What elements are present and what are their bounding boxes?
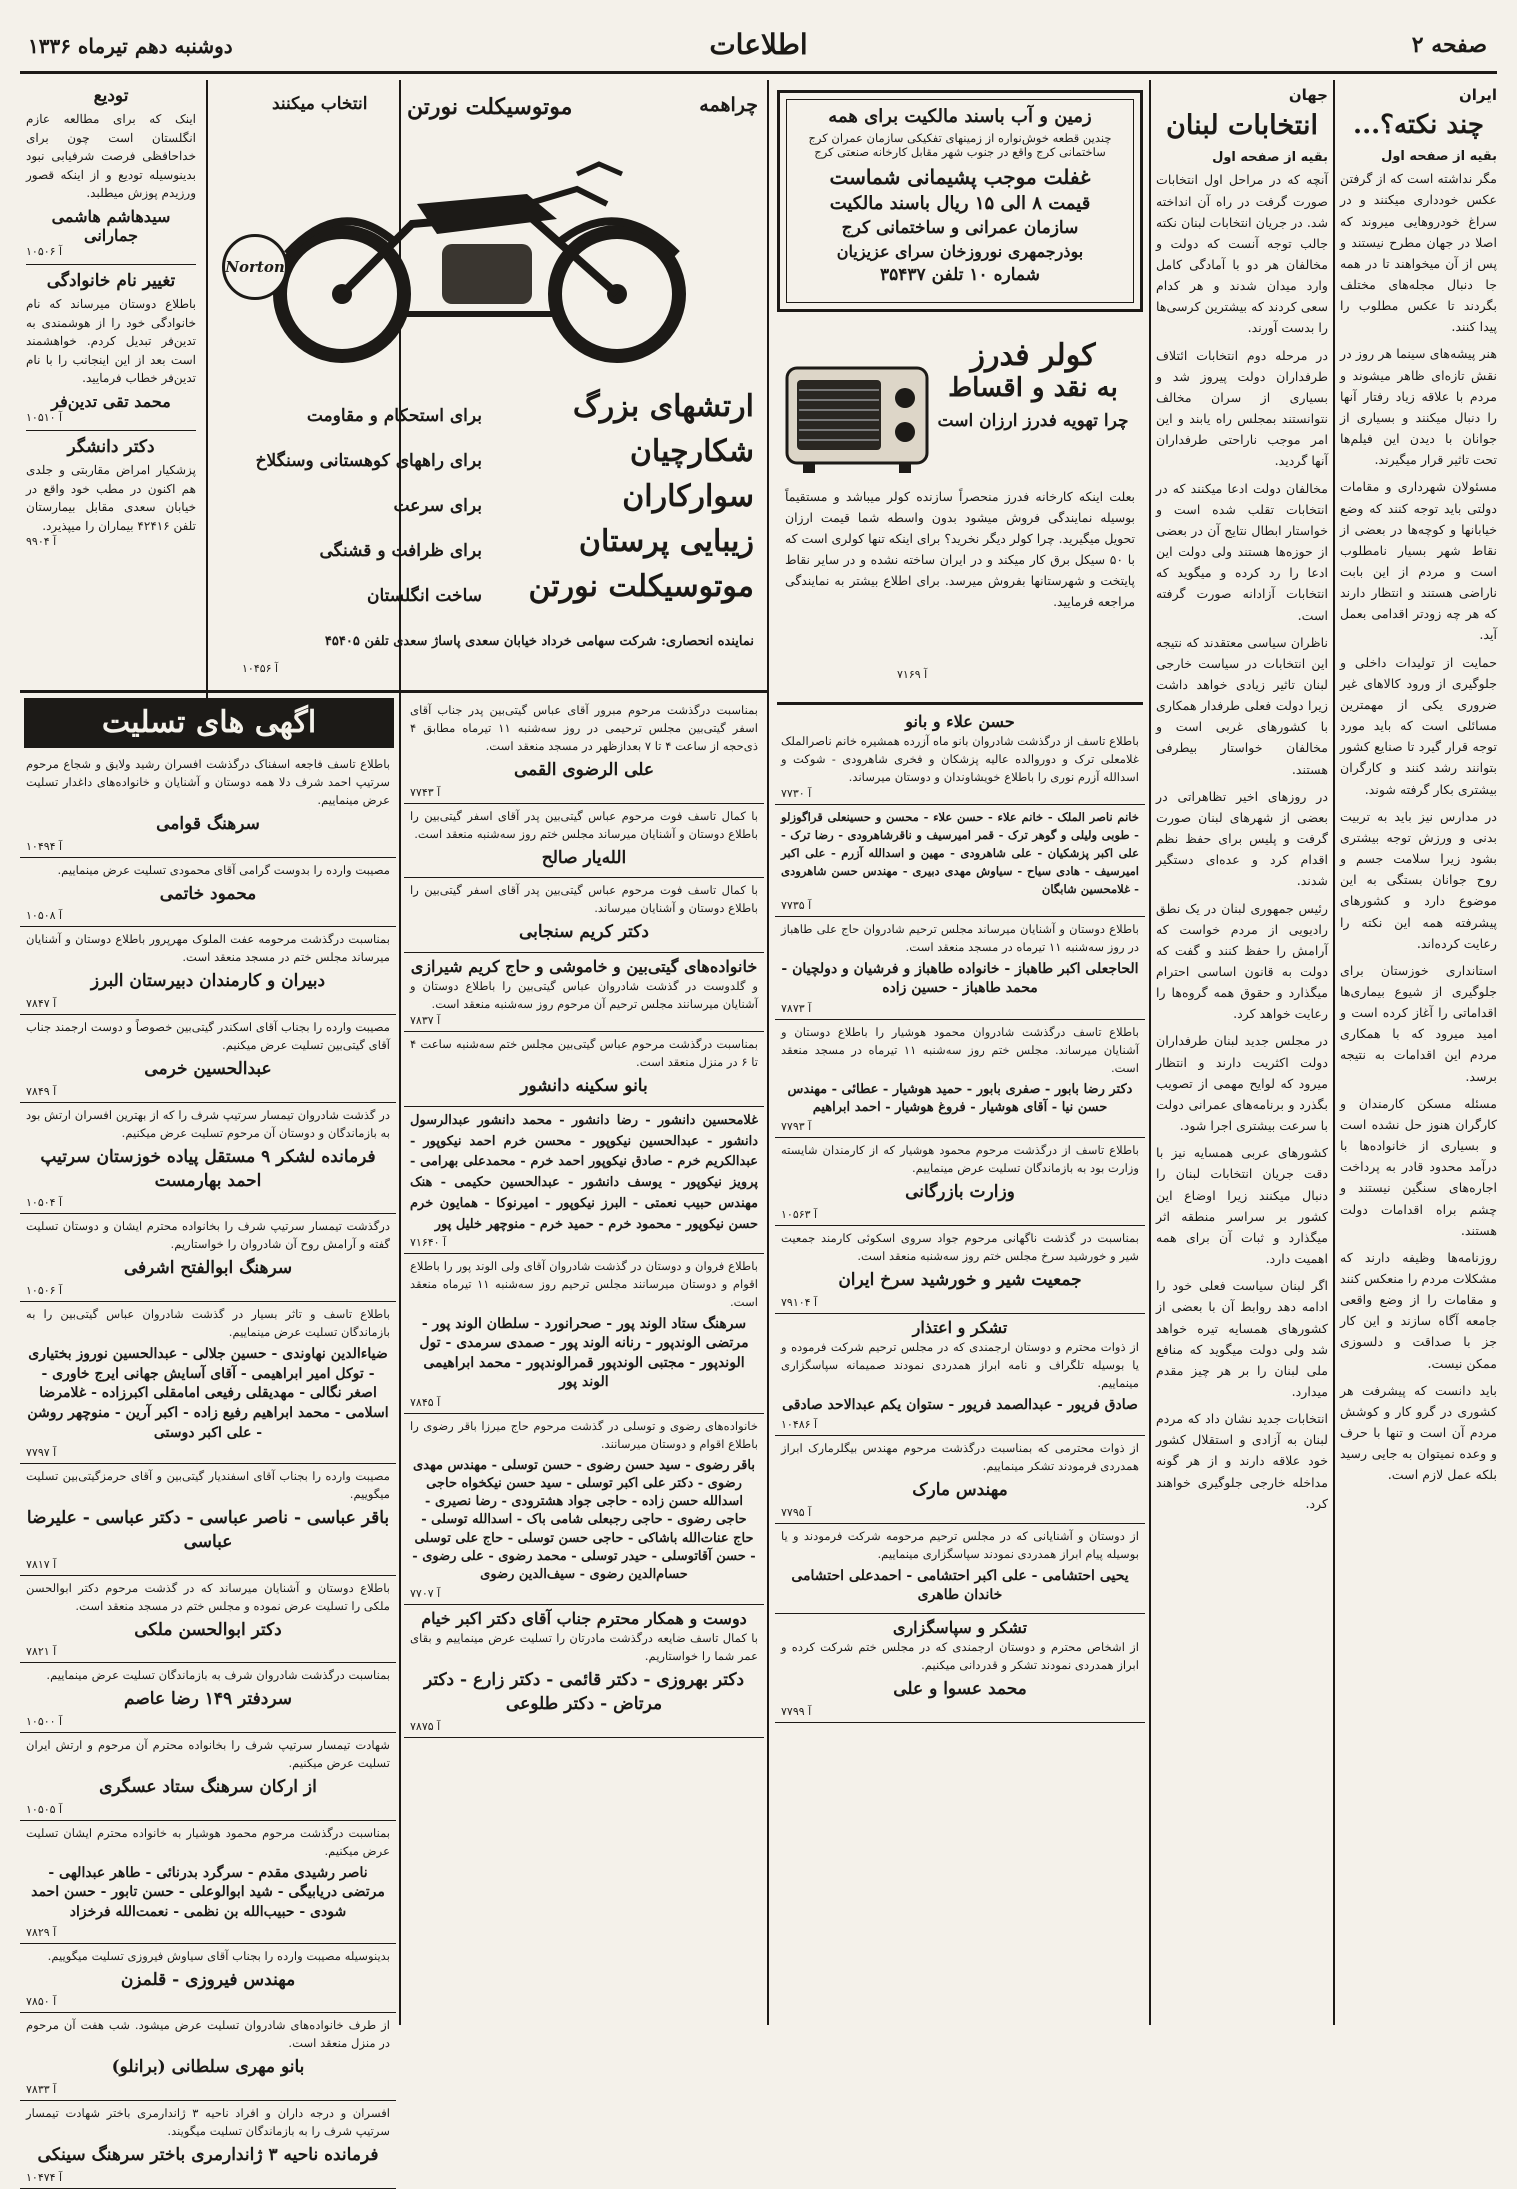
- notice-title: تشکر و اعتذار: [912, 1317, 1008, 1337]
- condolence-notice: [775, 1314, 1145, 1437]
- condolence-notice: [404, 804, 764, 879]
- small-notices: [20, 84, 202, 684]
- notice-title: دوست و همکار محترم جناب آقای دکتر اکبر خیام: [421, 1609, 747, 1629]
- notice-text: باطلاع تاسف فاجعه اسفناک درگذشت افسران رشید ولایق و شجاع مرحوم سرتیپ احمد شرف دلا همه دوستان و آشنایان و خانواده‌های داغدار تسلیت عرض مینماییم.: [26, 757, 390, 807]
- cooler-ad: [777, 318, 1143, 696]
- notice-ref: آ ۱۰۴۹۴: [26, 839, 63, 853]
- notice-text: باطلاع تاسف و تاثر بسیار در گذشت شادروان عباس گیتی‌بین را به بازماندگان تسلیت عرض مینماییم.: [26, 1307, 390, 1340]
- notice-signature: محمود خاتمی: [159, 883, 257, 904]
- notice-ref: آ ۱۰۵۰۵: [26, 1802, 63, 1816]
- ad-line: برای راههای کوهستانی وسنگلاخ: [255, 451, 482, 472]
- notice-text: بمناسبت درگذشت مرحوم محمود هوشیار به خانواده محترم ایشان تسلیت عرض میکنیم.: [26, 1825, 390, 1858]
- notice-text: بدینوسیله مصیبت وارده را بجناب آقای سیاوش فیروزی تسلیت میگوییم.: [47, 1948, 390, 1963]
- notice-title: تودیع: [93, 86, 129, 106]
- condolence-notice: [20, 1576, 396, 1664]
- norton-logo: Norton: [222, 234, 288, 300]
- condolences-header: اگهی های تسلیت: [24, 698, 394, 748]
- ad-label: چراهمه: [699, 94, 758, 116]
- paragraph: در مرحله دوم انتخابات ائتلاف طرفداران دولت پیروز شد و بسیاری از سران مخالف نتوانستند بمجلس راه یابند و این امر موجب ناراحتی طرفداران آنها گردید.: [1156, 347, 1328, 469]
- world-column: [1156, 82, 1328, 2027]
- ad-line: زیبایی پرستان: [578, 524, 754, 559]
- ad-title: به نقد و اقساط: [948, 373, 1118, 403]
- notice-text: مصیبت وارده را بدوست گرامی آقای محمودی تسلیت عرض مینماییم.: [57, 862, 390, 877]
- notice-ref: آ ۷۷۰۷: [410, 1587, 441, 1601]
- notice-signature: دکتر کریم سنجابی: [519, 922, 649, 943]
- condolence-notice: [404, 698, 764, 804]
- section-rule: [777, 702, 1143, 705]
- notice-signature: صادق فریور - عبدالصمد فریور - ستوان یکم عبدالاحد صادقی: [782, 1396, 1138, 1413]
- notice-ref: آ ۱۰۵۰۶: [26, 1284, 63, 1298]
- ad-line: شماره ۱۰ تلفن ۳۵۴۳۷: [880, 265, 1040, 285]
- notice-signature: دبیران و کارمندان دبیرستان البرز: [90, 971, 326, 992]
- paragraph: کشورهای عربی همسایه نیز با دقت جریان انتخابات لبنان را دنبال میکنند زیرا اوضاع این کشور بر سراسر منطقه اثر میگذارد و ثبات آن برای همه اهمیت دارد.: [1156, 1145, 1328, 1267]
- notice-signature: سردفتر ۱۴۹ رضا عاصم: [124, 1689, 292, 1710]
- notice-title: دکتر دانشگر: [67, 436, 155, 457]
- notice-text: و گلدوست در گذشت شادروان عباس گیتی‌بین را باطلاع دوستان و آشنایان میرسانند مجلس ترحیم آن مرحوم روز سه‌شنبه منعقد است.: [410, 979, 758, 1012]
- condolence-notice: [404, 1032, 764, 1107]
- notice-text: غلامحسین دانشور - رضا دانشور - محمد دانشور عبدالرسول دانشور - عبدالحسین نیکوپور - محسن خرم احمد نیکوپور - عبدالکریم خرم - صادق نیکوپور احمد خرم - محمدعلی بهرامی - پرویز نیکوپور - یوسف دانشور - عبدالحسین حکیمی - هنک مهندس حبیب نعمتی - البرز نیکوپور - امیرنوکا - همایون خرم حسن نیکوپور - محمود خرم - حمید خرم - منوچهر خلیل پور: [410, 1112, 758, 1232]
- condolence-notice: [20, 1302, 396, 1464]
- condolence-notice: [775, 805, 1145, 917]
- ad-line: برای سرعت: [393, 496, 482, 517]
- notice-title: تغییر نام خانوادگی: [46, 270, 176, 291]
- paragraph: در روزهای اخیر تظاهراتی در بعضی از شهرهای لبنان صورت گرفت و پلیس برای حفظ نظم اقدام کرد و عده‌ای دستگیر شدند.: [1156, 788, 1328, 889]
- paragraph: انتخابات جدید نشان داد که مردم لبنان به آزادی و استقلال کشور خود علاقه دارند و از هر گونه مداخله خارجی جلوگیری خواهند کرد.: [1156, 1411, 1328, 1511]
- article-body: [1156, 169, 1328, 1514]
- notice-signature: باقر عباسی - ناصر عباسی - دکتر عباسی - علیرضا عباسی: [26, 1508, 390, 1552]
- notice-ref: آ ۷۷۹۳: [781, 1120, 812, 1134]
- ad-line: چندین قطعه خوش‌نواره از زمینهای تفکیکی سازمان عمران کرج: [808, 131, 1112, 145]
- condolence-notice: [20, 752, 396, 858]
- condolences-column: [404, 698, 764, 2028]
- notice-text: بمناسبت درگذشت مرحوم مبرور آقای عباس گیتی‌بین پدر جناب آقای اسفر گیتی‌بین مجلس ترحیمی در روز سه‌شنبه ۱۱ تیرماه مطابق ۴ ذی‌حجه از ساعت ۴ تا ۷ بعدازظهر در مسجد منعقد است.: [410, 703, 758, 753]
- notice-signature: ناصر رشیدی مقدم - سرگرد بدرنائی - طاهر عبدالهی - مرتضی دریابیگی - شید ابوالوعلی - حسن تابور - حسن احمد شودی - حبیب‌الله بن نظمی - نعمت‌الله فرخزاد: [31, 1864, 385, 1920]
- notice-ref: آ ۷۹۱۰۴: [781, 1295, 818, 1309]
- paragraph: مسئولان شهرداری و مقامات دولتی باید توجه کنند که وضع خیابانها و کوچه‌ها در بعضی از نقاط شهر بسیار نامطلوب است و مردم از این بابت ناراضی هستند و انتظار دارند که هر چه زودتر اقدامی بعمل آید.: [1340, 479, 1497, 643]
- notice-signature: بانو سکینه دانشور: [520, 1076, 648, 1097]
- notice-ref: آ ۷۸۳۳: [26, 2083, 57, 2097]
- paragraph: ناظران سیاسی معتقدند که نتیجه این انتخابات در سیاست خارجی لبنان تاثیر زیادی خواهد داشت زیرا دولت فعلی طرفدار همکاری با کشورهای غربی است و مخالفان خواستار بیطرفی هستند.: [1156, 634, 1328, 777]
- paragraph: در مدارس نیز باید به تربیت بدنی و ورزش توجه بیشتری بشود زیرا سلامت جسم و روح جوانان بستگی به این موضوع دارد و کشورهای پیشرفته همه این نکته را رعایت کرده‌اند.: [1340, 808, 1497, 951]
- paragraph: هنر پیشه‌های سینما هر روز در نقش تازه‌ای ظاهر میشوند و مردم با علاقه زیاد رفتار آنها را دنبال میکنند و بسیاری از جوانان با دیدن این فیلم‌ها تحت تاثیر قرار میگیرند.: [1340, 346, 1497, 468]
- notice-signature: ضیاءالدین نهاوندی - حسین جلالی - عبدالحسین نوروز بختیاری - توکل امیر ابراهیمی - آقای آسایش جهانی ایرج خاوری - اصغر نگالی - مهدیقلی رفیعی امامقلی اکبرزاده - غلامرضا اسلامی - محمد ابراهیم رفیع زاده - اکبر آرین - منوچهر روشن - علی اکبر دوستی: [27, 1346, 389, 1441]
- ad-line: شکارچیان: [629, 434, 754, 469]
- notice-signature: سرهنگ ابوالفتح اشرفی: [123, 1258, 293, 1279]
- condolences-column: [775, 708, 1145, 2028]
- condolence-notice: [404, 953, 764, 1032]
- notice-text: با کمال تاسف ضایعه درگذشت مادرتان را تسلیت عرض مینماییم و بقای عمر شما را خواستاریم.: [410, 1631, 758, 1664]
- notice-text: از طرف خانواده‌های شادروان تسلیت عرض میشود. شب هفت آن مرحوم در منزل منعقد است.: [26, 2018, 390, 2051]
- notice-ref: آ ۷۱۶۴۰: [410, 1235, 447, 1249]
- ad-subtitle: چرا تهویه فدرز ارزان است: [937, 411, 1129, 431]
- notice-ref: آ ۷۸۲۹: [26, 1925, 57, 1939]
- condolence-notice: [20, 1944, 396, 2014]
- notice-text: باطلاع تاسف درگذشت شادروان محمود هوشیار را باطلاع دوستان و آشنایان میرساند. مجلس ختم روز سه‌شنبه ۱۱ تیرماه در مسجد منعقد است.: [781, 1024, 1139, 1075]
- paragraph: روزنامه‌ها وظیفه دارند که مشکلات مردم را منعکس کنند و مقامات را از وضع واقعی جامعه آگاه سازند و این کار جز با صداقت و دلسوزی ممکن نیست.: [1340, 1249, 1497, 1371]
- notice-text: مصیبت وارده را بجناب آقای اسفندیار گیتی‌بین و آقای حرمزگیتی‌بین تسلیت میگوییم.: [26, 1469, 390, 1502]
- ad-line: زمین و آب باسند مالکیت برای همه: [828, 106, 1092, 127]
- newspaper-page: [20, 18, 1497, 2184]
- column-rule: [206, 80, 208, 740]
- condolence-notice: [404, 878, 764, 953]
- separator: [26, 430, 196, 431]
- column-rule: [1333, 80, 1335, 2025]
- column-rule: [1149, 80, 1151, 2025]
- continued-label: بقیه از صفحه اول: [1381, 149, 1497, 165]
- issue-date: دوشنبه دهم تیرماه ۱۳۳۶: [28, 34, 233, 58]
- continued-label: بقیه از صفحه اول: [1212, 150, 1328, 166]
- notice-text: درگذشت تیمسار سرتیپ شرف را بخانواده محترم ایشان و دوستان تسلیت گفته و آرامش روح آن شادروان را خواستاریم.: [26, 1219, 390, 1252]
- condolence-notice: [20, 2013, 396, 2101]
- article-headline: انتخابات لبنان: [1166, 110, 1318, 141]
- condolence-notice: [20, 1663, 396, 1733]
- notice-text: باطلاع فروان و دوستان در گذشت شادروان آقای ولی الوند پور را باطلاع اقوام و دوستان میرسانند مجلس ترحیم روز سه‌شنبه ۱۱ تیرماه منعقد است.: [410, 1258, 758, 1309]
- article-body: [1340, 168, 1497, 1485]
- paper-name: اطلاعات: [709, 28, 808, 61]
- dealer-line: نماینده انحصاری: شرکت سهامی خرداد خیابان سعدی پاساژ سعدی تلفن ۴۵۴۰۵: [324, 634, 754, 649]
- notice-signature: فرمانده ناحیه ۳ ژاندارمری باختر سرهنگ سینکی: [37, 2145, 379, 2166]
- notice-text: اینک که برای مطالعه عازم انگلستان است چون برای خداحافظی فرصت شرفیابی نبود بدینوسیله تودیع و از اینکه قصور ورزیدم پوزش میطلبد.: [26, 112, 196, 201]
- notice-text: با کمال تاسف فوت مرحوم عباس گیتی‌بین پدر آقای اسفر گیتی‌بین را باطلاع دوستان و آشنایان میرساند.: [410, 883, 758, 916]
- notice-ref: آ ۹۹۰۴: [26, 535, 57, 549]
- condolence-notice: [20, 1821, 396, 1944]
- ad-line: برای ظرافت و قشنگی: [319, 541, 482, 562]
- notice-text: از ذوات محترم و دوستان ارجمندی که در مجلس ترحیم شرکت فرموده و یا بوسیله تلگراف و نامه ابراز همدردی نمودند صمیمانه سپاسگزاری مینماییم.: [781, 1339, 1139, 1390]
- ad-line: سوارکاران: [622, 479, 754, 514]
- ad-title: کولر فدرز: [970, 338, 1096, 373]
- notice-text: باطلاع دوستان و آشنایان میرساند که در گذشت مرحوم دکتر ابوالحسن ملکی را تسلیت عرض نموده و مجلس ختم در مسجد منعقد است.: [26, 1580, 390, 1613]
- paragraph: اگر لبنان سیاست فعلی خود را ادامه دهد روابط آن با بعضی از کشورهای همسایه تیره خواهد شد ولی دولت میگوید که منافع ملی لبنان را بر هر چیز مقدم میدارد.: [1156, 1278, 1328, 1399]
- notice-signature: سیدهاشم هاشمی جمارانی: [51, 206, 171, 245]
- notice-text: باطلاع تاسف از درگذشت مرحوم محمود هوشیار که از کارمندان شایسته وزارت بود به بازماندگان تسلیت عرض مینماییم.: [781, 1143, 1139, 1176]
- notice-text: از اشخاص محترم و دوستان ارجمندی که در مجلس ختم شرکت کرده و ابراز همدردی نمودند تشکر و قدردانی میکنیم.: [781, 1639, 1139, 1672]
- paragraph: در مجلس جدید لبنان طرفداران دولت اکثریت دارند و انتظار میرود که لوایح مهمی از تصویب بگذرد و برنامه‌های عمرانی دولت با سرعت بیشتری اجرا شود.: [1156, 1033, 1328, 1134]
- paragraph: مخالفان دولت ادعا میکنند که در انتخابات تقلب شده است و خواستار ابطال نتایج آن در بعضی از حوزه‌ها هستند ولی دولت این ادعا را رد کرده و میگوید که انتخابات آزادانه صورت گرفته است.: [1156, 480, 1328, 623]
- paragraph: مگر نداشته است که از گرفتن عکس خودداری میکنند و در سراغ خودروهایی میروند که اصلا در جهان مطرح نیستند و پس از آن میخواهند تا در همه جا دنبال مجله‌های مختلف بگردند تا عکس مطلوب را پیدا کنند.: [1340, 171, 1497, 335]
- masthead: [20, 18, 1497, 74]
- ad-body: بعلت اینکه کارخانه فدرز منحصراً سازنده کولر میباشد و مستقیماً بوسیله نمایندگی فروش میشود بدون واسطه شما قیمت ارزان تحویل میگیرید. چرا کولر دیگر نخرید؟ برای اینکه تنها کولری است که با ۵۰ سیکل برق کار میکند و در ایران ساخته نشده و در سایر نقاط پایتخت و شهرستانها بفروش میرسد. برای اطلاع بیشتر به نمایندگی مراجعه فرمایید.: [785, 489, 1135, 610]
- condolence-notice: [775, 1138, 1145, 1226]
- notice-ref: آ ۷۸۷۵: [410, 1719, 441, 1733]
- ad-line: موتوسیکلت نورتن: [528, 569, 754, 604]
- notice-text: افسران و درجه داران و افراد ناحیه ۳ ژاندارمری باختر شهادت تیمسار سرتیپ شرف را به بازماندگان تسلیت میگویند.: [26, 2106, 390, 2139]
- notice-ref: آ ۷۷۹۹: [781, 1704, 812, 1718]
- ad-line: قیمت ۸ الی ۱۵ ریال باسند مالکیت: [829, 193, 1091, 214]
- notice-text: بمناسبت درگذشت شادروان شرف به بازماندگان تسلیت عرض مینماییم.: [46, 1668, 390, 1683]
- separator: [26, 264, 196, 265]
- notice-text: با کمال تاسف فوت مرحوم عباس گیتی‌بین پدر آقای اسفر گیتی‌بین را باطلاع دوستان و آشنایان میرساند مجلس ختم روز سه‌شنبه منعقد است.: [410, 808, 758, 841]
- notice-ref: آ ۷۸۵۰: [26, 1995, 57, 2009]
- condolence-notice: [20, 2101, 396, 2189]
- condolence-notice: [404, 1107, 764, 1254]
- condolence-notice: [404, 1605, 764, 1738]
- condolence-notice: [20, 1103, 396, 1215]
- ad-line: ارتشهای بزرگ: [572, 389, 754, 424]
- notice-title: تشکر و سپاسگزاری: [892, 1617, 1028, 1637]
- condolence-notice: [404, 1414, 764, 1605]
- notice-text: خانواده‌های رضوی و توسلی در گذشت مرحوم حاج میرزا باقر رضوی را باطلاع اقوام و دوستان میرسانند.: [410, 1418, 758, 1451]
- land-sale-ad: [777, 90, 1143, 312]
- iran-column: [1340, 82, 1497, 2027]
- notice-ref: آ ۷۸۲۱: [26, 1645, 57, 1659]
- condolence-notice: [20, 927, 396, 1015]
- notice-title: خانواده‌های گیتی‌بین و خاموشی و حاج کریم شیرازی: [410, 957, 758, 977]
- ad-label: انتخاب میکنند: [272, 94, 368, 114]
- paragraph: باید دانست که پیشرفت هر کشوری در گرو کار و کوشش مردم آن است و تنها با حرف و وعده نمیتوان به جایی رسید بلکه عمل لازم است.: [1340, 1382, 1497, 1483]
- paragraph: مسئله مسکن کارمندان و کارگران هنوز حل نشده است و بسیاری از خانواده‌ها با درآمد محدود قادر به پرداخت اجاره‌های سنگین نیستند و چشم براه اقدامات دولت هستند.: [1340, 1095, 1497, 1238]
- condolence-notice: [775, 917, 1145, 1020]
- notice-ref: آ ۱۰۵۰۰: [26, 1715, 63, 1729]
- radio-cooler-illustration: [783, 348, 933, 478]
- notice-ref: آ ۷۸۴۵: [410, 1395, 441, 1409]
- condolence-notice: [775, 708, 1145, 805]
- notice-signature: الحاجعلی اکبر طاهباز - خانواده طاهباز و فرشیان و دولچیان - محمد طاهباز - حسین زاده: [781, 960, 1139, 997]
- notice-signature: بانو مهری سلطانی (برانلو): [111, 2057, 305, 2078]
- notice-text: مصیبت وارده را بجناب آقای اسکندر گیتی‌بین خصوصاً و دوست ارجمند جناب آقای گیتی‌بین تسلیت عرض میکنیم.: [26, 1020, 390, 1053]
- condolence-notice: [775, 1226, 1145, 1314]
- notice: [26, 86, 196, 258]
- notice: [26, 437, 196, 548]
- section-label: جهان: [1288, 86, 1328, 104]
- notice-text: بمناسبت در گذشت ناگهانی مرحوم جواد سروی اسکوئی کارمند جمعیت شیر و خورشید سرخ مجلس ختم روز سه‌شنبه منعقد است.: [781, 1230, 1139, 1263]
- notice-signature: الله‌یار صالح: [541, 847, 627, 868]
- notice-signature: مهندس فیروزی - قلمزن: [120, 1969, 296, 1990]
- notice-title: حسن علاء و بانو: [905, 712, 1015, 731]
- notice-signature: محمد عسوا و علی: [893, 1678, 1027, 1699]
- notice-signature: عبدالحسین خرمی: [144, 1059, 272, 1080]
- notice-text: در گذشت شادروان تیمسار سرتیپ شرف را که از بهترین افسران ارتش بود به بازماندگان و دوستان آن مرحوم تسلیت عرض میکنیم.: [26, 1107, 390, 1140]
- notice-ref: آ ۱۰۴۸۶: [781, 1418, 818, 1432]
- notice-signature: سرهنگ ستاد الوند پور - صحرانورد - سلطان الوند پور - مرتضی الوندپور - رنانه الوند پور - صمدی سرمدی - تول الوندپور - مجتبی الوندپور قمرالوندپور - محمد ابراهیمی الوند پور: [419, 1315, 749, 1391]
- paragraph: استانداری خوزستان برای جلوگیری از شیوع بیماری‌ها اقداماتی را آغاز کرده است و امید میرود که با همکاری مردم این اقدامات به نتیجه برسد.: [1340, 962, 1497, 1084]
- notice-ref: آ ۷۸۱۷: [26, 1557, 57, 1571]
- condolence-notice: [775, 1020, 1145, 1138]
- notice-signature: فرمانده لشکر ۹ مستقل پیاده خوزستان سرتیپ احمد بهارمست: [40, 1146, 376, 1191]
- notice-ref: آ ۱۰۵۰۸: [26, 909, 63, 923]
- notice-signature: علی الرضوی القمی: [513, 759, 655, 780]
- notice-ref: آ ۷۷۹۵: [781, 1505, 812, 1519]
- notice: [26, 271, 196, 424]
- condolences-column: [20, 752, 396, 2184]
- page-number: صفحه ۲: [1411, 32, 1487, 58]
- paragraph: آنچه که در مراحل اول انتخابات صورت گرفت در راه آن انداخته شد. در جریان انتخابات لبنان نکته جالب توجه آنست که دولت و مخالفان هر دو با آمادگی کامل وارد میدان شدند و هر کدام سعی کردند که بیشترین کرسی‌ها را بدست آورند.: [1156, 172, 1328, 336]
- condolence-notice: [775, 1436, 1145, 1524]
- notice-signature: سرهنگ قوامی: [156, 813, 260, 834]
- condolence-notice: [20, 1733, 396, 1821]
- column-rule: [767, 80, 769, 2025]
- notice-ref: آ ۷۷۳۰: [781, 786, 812, 800]
- motorcycle-illustration: [227, 134, 747, 364]
- notice-text: باطلاع دوستان و آشنایان میرساند مجلس ترحیم شادروان حاج علی طاهباز در روز سه‌شنبه ۱۱ تیرماه در مسجد منعقد است.: [781, 921, 1139, 954]
- notice-ref: آ ۱۰۵۰۶: [26, 244, 63, 258]
- condolence-notice: [20, 1464, 396, 1576]
- ad-line: سازمان عمرانی و ساختمانی کرج: [841, 218, 1079, 238]
- notice-ref: آ ۱۰۴۷۴: [26, 2170, 63, 2184]
- notice-signature: مهندس مارک: [912, 1480, 1008, 1501]
- condolence-notice: [20, 1214, 396, 1302]
- ad-label: موتوسیکلت نورتن: [407, 94, 573, 120]
- notice-ref: آ ۱۰۵۶۳: [781, 1207, 818, 1221]
- notice-text: از دوستان و آشنایانی که در مجلس ترحیم مرحومه شرکت فرمودند و یا بوسیله پیام ابراز همدردی نمودند سپاسگزاری مینماییم.: [781, 1528, 1139, 1561]
- notice-signature: از ارکان سرهنگ ستاد عسگری: [99, 1777, 317, 1798]
- notice-signature: یحیی احتشامی - علی اکبر احتشامی - احمدعلی احتشامی خاندان طاهری: [791, 1567, 1129, 1604]
- notice-signature: وزارت بازرگانی: [905, 1182, 1015, 1203]
- notice-text: از ذوات محترمی که بمناسبت درگذشت مرحوم مهندس بیگلرمارک ابراز همدردی فرمودند تشکر مینماییم.: [781, 1441, 1139, 1474]
- condolence-notice: [20, 858, 396, 928]
- section-label: ایران: [1458, 86, 1497, 104]
- ad-line: ساخت انگلستان: [367, 586, 482, 607]
- ad-line: ساختمانی کرج واقع در جنوب شهر مقابل کارخانه صنعتی کرج: [814, 145, 1106, 159]
- notice-text: بمناسبت درگذشت مرحوم عباس گیتی‌بین مجلس ختم سه‌شنبه ساعت ۴ تا ۶ در منزل منعقد است.: [410, 1037, 758, 1070]
- notice-ref: آ ۱۰۵۱۰: [26, 410, 63, 424]
- notice-signature: باقر رضوی - سید حسن رضوی - حسن توسلی - مهندس مهدی رضوی - دکتر علی اکبر توسلی - سید حسن نیکخواه حاجی اسدالله حسن زاده - حاجی جواد هشترودی - رضا نصیری - حاجی رضوی - حاجی رجبعلی شامی باک - اسدالله توسلی - حاج عنات‌الله باشاکی - حاجی حسن توسلی - حاج علی توسلی - حسن آقاتوسلی - حیدر توسلی - محمد رضوی - علی رضوی - حسام‌الدین رضوی - سیف‌الدین رضوی: [412, 1457, 756, 1582]
- notice-signature: دکتر بهروزی - دکتر قائمی - دکتر زارع - دکتر مرتاض - دکتر طلوعی: [423, 1670, 745, 1714]
- notice-text: خانم ناصر الملک - خانم علاء - حسن علاء - محسن و حسینعلی قراگوزلو - طوبی ولیلی و گوهر ترک - قمر امیرسیف و ناقرشاهرودی - رضا ترک - علی اکبر پزشکیان - علی شاهرودی - مهین و اسدالله آزرم - علی اکبر امیرسیف - هادی سیاح - سیاوش مهدی دبیری - مهندس حسن شاهرودی - غلامحسین شابگان: [781, 809, 1139, 896]
- notice-text: شهادت تیمسار سرتیپ شرف را بخانواده محترم آن مرحوم و ارتش ایران تسلیت عرض میکنیم.: [26, 1738, 390, 1771]
- notice-ref: آ ۷۸۳۷: [410, 1014, 441, 1028]
- ad-ref: آ ۱۰۴۵۶: [242, 662, 279, 675]
- notice-text: باطلاع دوستان میرساند که نام خانوادگی خود را از هوشمندی به تدین‌فر تبدیل کردم. خواهشمند است بعد از این اینجانب را با نام تدین‌فر خطاب فرمایید.: [26, 296, 196, 386]
- notice-ref: آ ۷۸۴۷: [26, 997, 57, 1011]
- paragraph: رئیس جمهوری لبنان در یک نطق رادیویی از مردم خواست که آرامش را حفظ کنند و گفت که دولت به قانون اساسی احترام میگذارد و حقوق همه گروه‌ها را رعایت خواهد کرد.: [1156, 900, 1328, 1022]
- notice-ref: آ ۷۷۹۷: [26, 1446, 57, 1460]
- condolence-notice: [20, 1015, 396, 1103]
- notice-signature: محمد تقی تدین‌فر: [51, 391, 171, 411]
- condolence-notice: [404, 1254, 764, 1414]
- ad-ref: آ ۷۱۶۹: [897, 668, 928, 681]
- condolence-notice: [775, 1614, 1145, 1723]
- ad-line: برای استحکام و مقاومت: [306, 406, 482, 426]
- notice-text: پزشکیار امراض مقاربتی و جلدی هم اکنون در مطب خود واقع در خیابان سعدی مقابل بیمارستان تلفن ۴۲۴۱۶ بیماران را میپذیرد.: [26, 462, 196, 533]
- motorcycle-ad: [212, 84, 762, 684]
- ad-line: غفلت موجب پشیمانی شماست: [829, 165, 1091, 189]
- notice-ref: آ ۱۰۵۰۴: [26, 1196, 63, 1210]
- notice-ref: آ ۷۷۴۳: [410, 785, 441, 799]
- article-headline: چند نکته؟...: [1353, 110, 1484, 140]
- notice-text: باطلاع تاسف از درگذشت شادروان بانو ماه آزرده همشیره خانم ناصرالملک غلامعلی ترک و دوروالده عالیه پزشکان و فخری شاهرودی - شوکت و اسدالله آزرم نوری را باطلاع خویشاوندان و دوستان میرساند.: [781, 734, 1139, 784]
- notice-signature: دکتر رضا بابور - صفری بابور - حمید هوشیار - عطائی - مهندس حسن نیا - آقای هوشیار - فروغ هوشیار - احمد ابراهیم: [787, 1081, 1133, 1115]
- paragraph: حمایت از تولیدات داخلی و جلوگیری از ورود کالاهای غیر ضروری یکی از مهمترین مسائلی است که باید مورد توجه قرار گیرد تا صنایع کشور بتوانند رشد کنند و کارگران بیشتری بکار گرفته شوند.: [1340, 654, 1497, 797]
- notice-ref: آ ۷۸۴۹: [26, 1084, 57, 1098]
- notice-text: بمناسبت درگذشت مرحومه عفت الملوک مهرپرور باطلاع دوستان و آشنایان میرساند مجلس ختم در مسجد منعقد است.: [26, 932, 390, 965]
- notice-signature: دکتر ابوالحسن ملکی: [134, 1619, 282, 1640]
- condolence-notice: [775, 1524, 1145, 1614]
- notice-ref: آ ۷۷۳۵: [781, 898, 812, 912]
- ad-line: بوذرجمهری نوروزخان سرای عزیزیان: [836, 242, 1084, 261]
- notice-signature: جمعیت شیر و خورشید سرخ ایران: [838, 1269, 1082, 1290]
- notice-ref: آ ۷۸۷۳: [781, 1001, 812, 1015]
- section-rule: [20, 690, 767, 693]
